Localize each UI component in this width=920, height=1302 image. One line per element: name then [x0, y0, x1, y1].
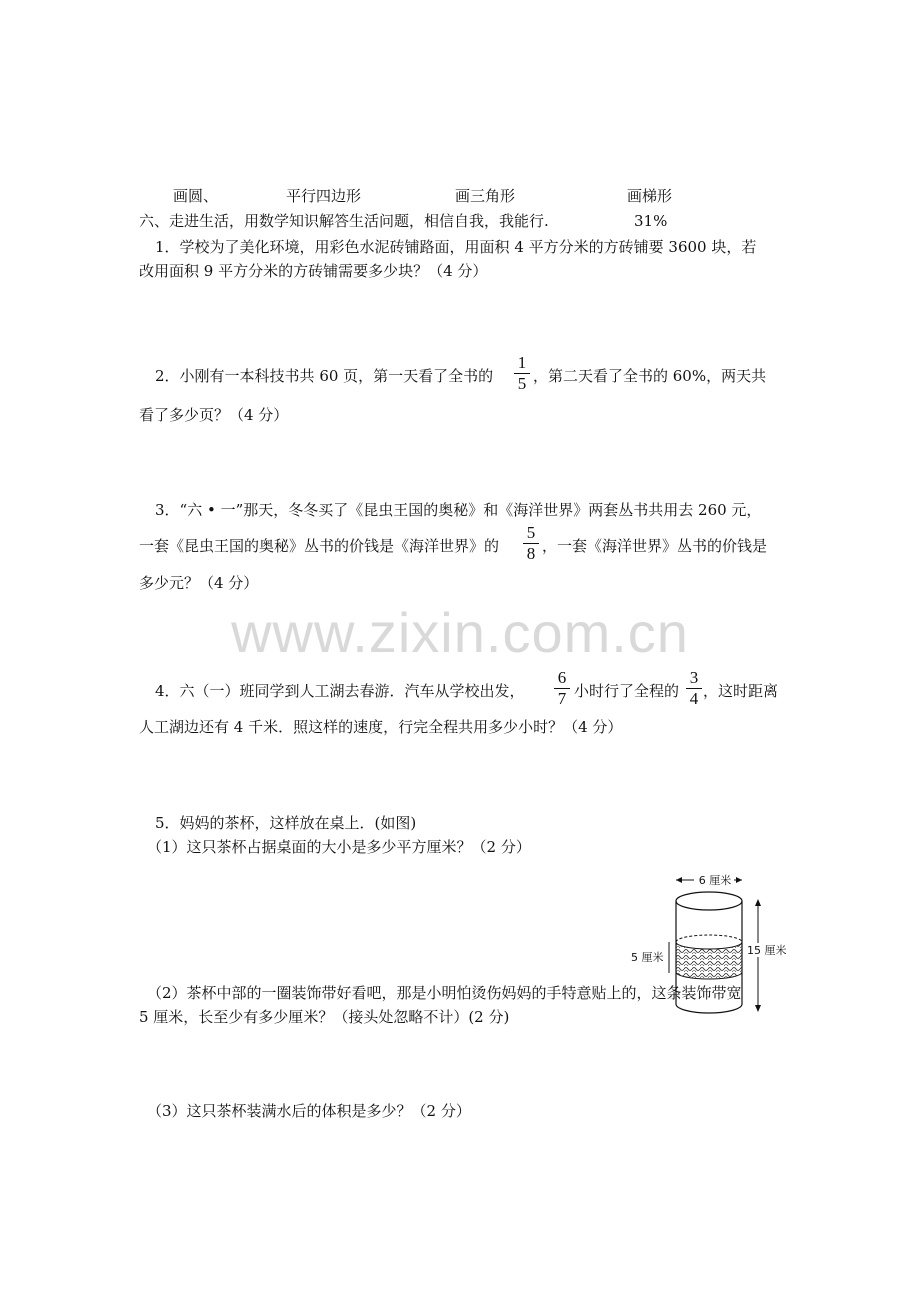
shape-label-parallelogram: 平行四边形 [286, 187, 362, 205]
fraction-one-fifth: 1 5 [514, 354, 530, 393]
height-arrow-bottom-head [755, 1005, 761, 1012]
question-3-line-1: 3．“六 • 一”那天，冬冬买了《昆虫王国的奥秘》和《海洋世界》两套丛书共用去 260 元， [155, 501, 762, 519]
question-4-line-1b: 小时行了全程的 [574, 682, 680, 700]
question-4-line-2: 人工湖边还有 4 千米．照这样的速度，行完全程共用多少小时？（4 分） [139, 718, 623, 736]
question-5-part-2-line-1: （2）茶杯中部的一圈装饰带好看吧，那是小明怕烫伤妈妈的手特意贴上的，这条装饰带宽 [147, 984, 742, 1002]
cup-top-rim [676, 892, 742, 910]
fraction-five-eighths: 5 8 [523, 524, 539, 563]
question-2-line-1a: 2．小刚有一本科技书共 60 页，第一天看了全书的 [155, 367, 494, 385]
question-2-line-1b: ，第二天看了全书的 60%，两天共 [533, 367, 767, 385]
question-3-line-3: 多少元？（4 分） [139, 574, 259, 592]
question-4-line-1a: 4．六（一）班同学到人工湖去春游．汽车从学校出发， [155, 682, 525, 700]
diameter-arrow-right-head [736, 877, 742, 883]
question-3-line-2a: 一套《昆虫王国的奥秘》丛书的价钱是《海洋世界》的 [139, 537, 500, 555]
diameter-arrow-left-head [676, 877, 682, 883]
watermark: www.zixin.com.cn [231, 601, 689, 664]
section-heading: 六、走进生活，用数学知识解答生活问题，相信自我，我能行. [139, 212, 549, 230]
question-2-line-2: 看了多少页？（4 分） [139, 406, 289, 424]
fraction-six-sevenths: 6 7 [554, 669, 570, 708]
band-top-dashed-edge [676, 935, 742, 942]
decorative-band [676, 942, 742, 979]
band-label: 5 厘米 [631, 951, 664, 964]
question-1-line-1: 1．学校为了美化环境，用彩色水泥砖铺路面，用面积 4 平方分米的方砖铺要 3600 块，若 [155, 238, 757, 256]
shape-label-trapezoid: 画梯形 [627, 187, 673, 205]
cup-bottom-rim [676, 1004, 742, 1013]
question-3-line-2b: ，一套《海洋世界》丛书的价钱是 [542, 537, 768, 555]
question-4-line-1c: ，这时距离 [703, 682, 779, 700]
height-label: 15 厘米 [747, 944, 787, 957]
question-5-part-2-line-2: 5 厘米，长至少有多少厘米？（接头处忽略不计）(2 分) [139, 1008, 510, 1026]
diameter-label: 6 厘米 [698, 874, 732, 887]
question-1-line-2: 改用面积 9 平方分米的方砖铺需要多少块？（4 分） [139, 262, 488, 280]
fraction-three-quarters: 3 4 [686, 669, 702, 708]
section-percent: 31% [634, 212, 668, 230]
tea-cup-figure [620, 870, 800, 1040]
question-5-intro: 5．妈妈的茶杯，这样放在桌上．(如图) [155, 814, 417, 832]
question-5-part-3: （3）这只茶杯装满水后的体积是多少？（2 分） [147, 1102, 471, 1120]
shape-label-circle: 画圆、 [173, 187, 219, 205]
shape-label-triangle: 画三角形 [455, 187, 516, 205]
question-5-part-1: （1）这只茶杯占据桌面的大小是多少平方厘米？（2 分） [147, 838, 531, 856]
height-arrow-top-head [755, 899, 761, 906]
